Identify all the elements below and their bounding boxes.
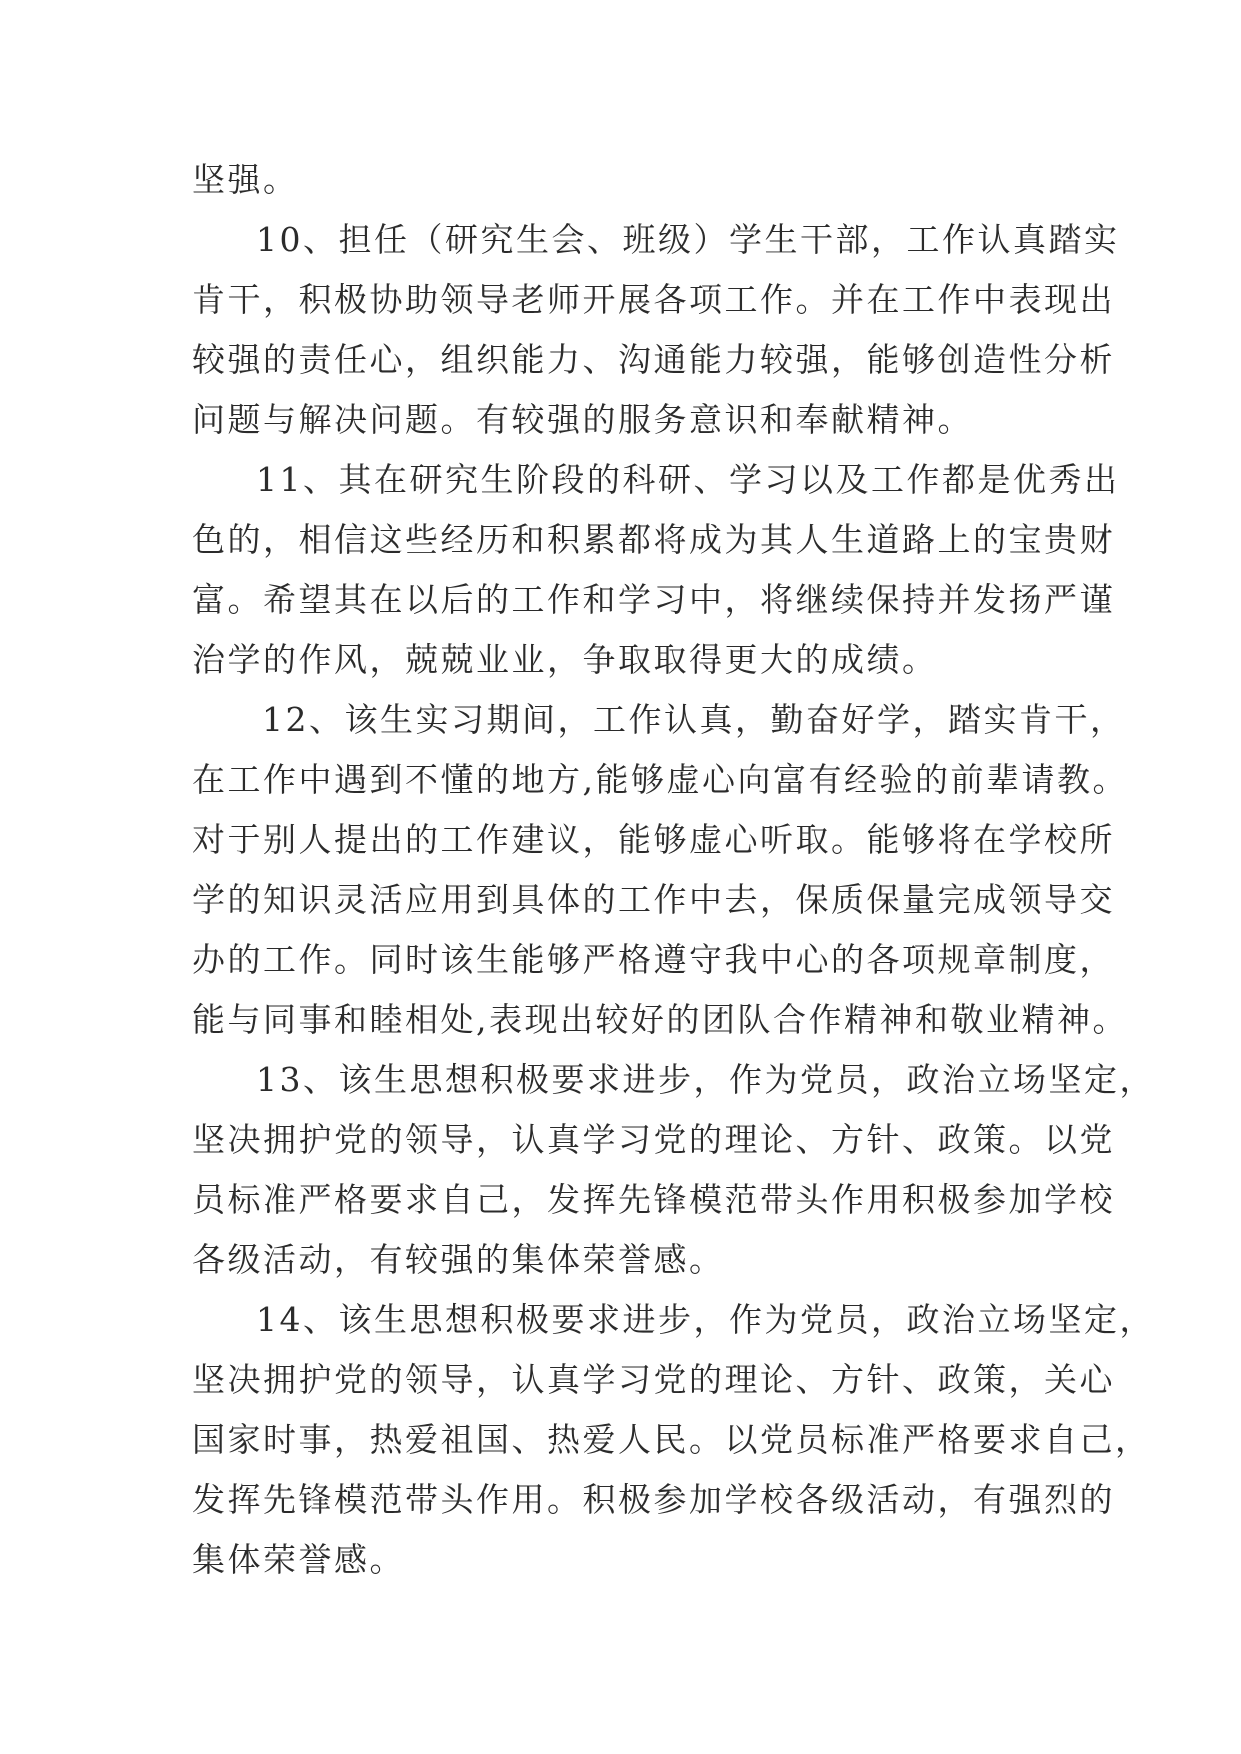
- text-line: 色的，相信这些经历和积累都将成为其人生道路上的宝贵财: [192, 520, 1115, 559]
- paragraph-10-start: 10、担任（研究生会、班级）学生干部，工作认真踏实: [256, 220, 1120, 259]
- text-line: 在工作中遇到不懂的地方,能够虚心向富有经验的前辈请教。: [192, 760, 1128, 799]
- text-line: 各级活动，有较强的集体荣誉感。: [192, 1240, 725, 1279]
- text-line: 学的知识灵活应用到具体的工作中去，保质保量完成领导交: [192, 880, 1115, 919]
- text-line: 较强的责任心，组织能力、沟通能力较强，能够创造性分析: [192, 340, 1115, 379]
- text-line: 富。希望其在以后的工作和学习中，将继续保持并发扬严谨: [192, 580, 1115, 619]
- text-line: 问题与解决问题。有较强的服务意识和奉献精神。: [192, 400, 973, 439]
- text-line: 办的工作。同时该生能够严格遵守我中心的各项规章制度，: [192, 940, 1115, 979]
- text-line: 员标准严格要求自己，发挥先锋模范带头作用积极参加学校: [192, 1180, 1115, 1219]
- text-line: 发挥先锋模范带头作用。积极参加学校各级活动，有强烈的: [192, 1480, 1115, 1519]
- text-line: 坚决拥护党的领导，认真学习党的理论、方针、政策，关心: [192, 1360, 1115, 1399]
- paragraph-13-start: 13、该生思想积极要求进步，作为党员，政治立场坚定，: [256, 1060, 1155, 1099]
- text-line: 坚决拥护党的领导，认真学习党的理论、方针、政策。以党: [192, 1120, 1115, 1159]
- paragraph-14-start: 14、该生思想积极要求进步，作为党员，政治立场坚定，: [256, 1300, 1155, 1339]
- text-line: 能与同事和睦相处,表现出较好的团队合作精神和敬业精神。: [192, 1000, 1128, 1039]
- document-body: [192, 150, 1155, 1590]
- text-line: 治学的作风，兢兢业业，争取取得更大的成绩。: [192, 640, 938, 679]
- paragraph-12-start: 12、该生实习期间，工作认真，勤奋好学，踏实肯干，: [262, 700, 1126, 739]
- text-line: 对于别人提出的工作建议，能够虚心听取。能够将在学校所: [192, 820, 1115, 859]
- text-line: 肯干，积极协助领导老师开展各项工作。并在工作中表现出: [192, 280, 1115, 319]
- text-line: 集体荣誉感。: [192, 1540, 405, 1579]
- text-line: 坚强。: [192, 160, 299, 199]
- paragraph-11-start: 11、其在研究生阶段的科研、学习以及工作都是优秀出: [256, 460, 1120, 499]
- text-line: 国家时事，热爱祖国、热爱人民。以党员标准严格要求自己，: [192, 1420, 1151, 1459]
